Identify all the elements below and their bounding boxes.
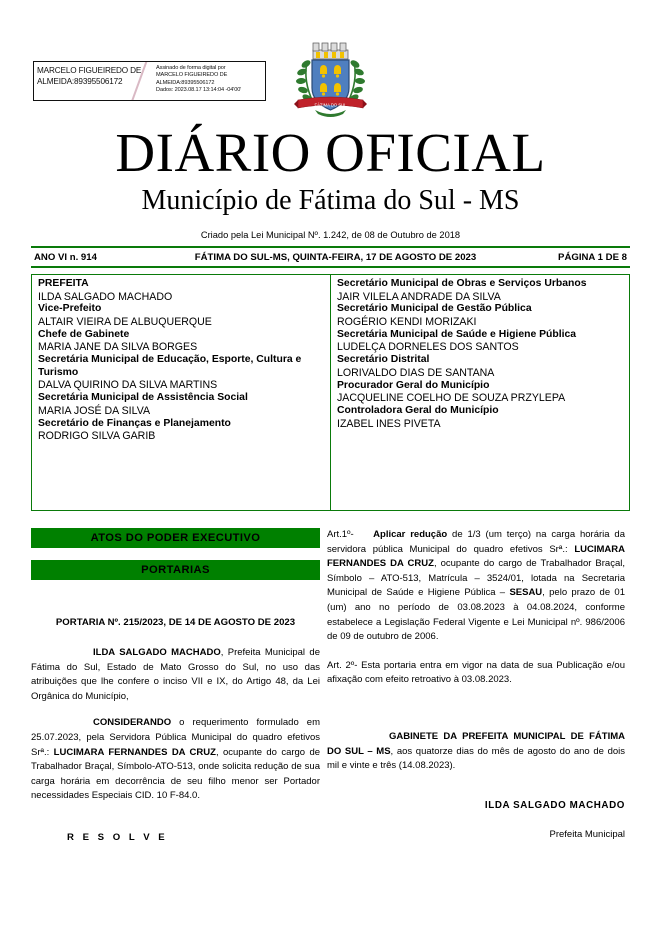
- officials-table: [31, 274, 630, 511]
- creation-law-line: Criado pela Lei Municipal Nº. 1.242, de 08 de Outubro de 2018: [200, 230, 461, 240]
- section-header-atos: ATOS DO PODER EXECUTIVO: [31, 528, 320, 548]
- official-role: Chefe de Gabinete: [38, 328, 130, 340]
- official-name: LUDELÇA DORNELES DOS SANTOS: [337, 341, 519, 354]
- body-column-right: [327, 528, 625, 840]
- officials-column-left: [32, 275, 331, 510]
- signature-detail-line-3: ALMEIDA:89395506172: [156, 79, 215, 86]
- body-column-left: [31, 528, 320, 843]
- official-role: PREFEITA: [38, 278, 89, 289]
- page-subtitle: Município de Fátima do Sul - MS: [141, 185, 520, 216]
- portaria-title: PORTARIA Nº. 215/2023, DE 14 DE AGOSTO DE 2023: [55, 617, 296, 628]
- considerando-label: CONSIDERANDO: [93, 717, 172, 729]
- page-title: DIÁRIO OFICIAL: [115, 122, 546, 183]
- signature-name-line-2: ALMEIDA:89395506172: [37, 76, 123, 86]
- official-role: Controladora Geral do Município: [337, 404, 499, 416]
- signature-name-block: [34, 62, 144, 100]
- official-role: Secretária Municipal de Saúde e Higiene Pública: [337, 328, 577, 340]
- art1-text-2: , ocupante do cargo de Trabalhador Braçal, Símbolo – ATO-513, Matrícula – 3524/01, lotada na Secretaria Municipal de Saúde e Higiene Pública –: [327, 558, 626, 599]
- official-role: Secretária Municipal de Assistência Social: [38, 392, 248, 404]
- considerando-text-2: , ocupante do cargo de Trabalhador Braçal, Símbolo-ATO-513, onde solicita redução de sua carga horária em decorrência de seu filho menor ser Portador necessidades Especiais CID. 10 F-84.0.: [31, 746, 321, 802]
- signer-name: ILDA SALGADO MACHADO: [484, 799, 625, 811]
- section-header-portarias: PORTARIAS: [31, 560, 320, 580]
- page-indicator: PÁGINA 1 DE 8: [558, 251, 627, 263]
- signature-name-line-1: MARCELO FIGUEIREDO DE: [37, 66, 142, 75]
- signature-detail-line-1: Assinado de forma digital por: [156, 65, 226, 71]
- portaria-considerando: [31, 716, 320, 804]
- issue-date-location: FÁTIMA DO SUL-MS, QUINTA-FEIRA, 17 DE AGOSTO DE 2023: [194, 251, 477, 263]
- gabinete-label: GABINETE DA PREFEITA MUNICIPAL DE FÁTIMA DO SUL – MS: [327, 730, 625, 757]
- official-name: ALTAIR VIEIRA DE ALBUQUERQUE: [38, 315, 212, 328]
- digital-signature-stamp: [33, 61, 266, 101]
- signer-role: Prefeita Municipal: [549, 828, 625, 840]
- official-name: IZABEL INES PIVETA: [337, 417, 441, 430]
- coat-of-arms-icon: [293, 36, 368, 128]
- official-name: DALVA QUIRINO DA SILVA MARTINS: [38, 379, 218, 392]
- officials-column-right: [331, 275, 629, 510]
- official-name: RODRIGO SILVA GARIB: [38, 430, 156, 443]
- resolve-label: R E S O L V E: [67, 831, 168, 843]
- art1-label: Art.1º-: [327, 529, 354, 540]
- official-role: Secretário Distrital: [337, 354, 430, 366]
- signature-detail-line-2: MARCELO FIGUEIREDO DE: [156, 72, 228, 79]
- official-name: LORIVALDO DIAS DE SANTANA: [337, 366, 495, 379]
- preamble-signer-name: ILDA SALGADO MACHADO: [93, 647, 221, 658]
- official-role: Secretário Municipal de Obras e Serviços Urbanos: [337, 278, 587, 289]
- emblem-ribbon-text: FÁTIMA DO SUL: [314, 102, 347, 108]
- considerando-text-1: o requerimento formulado em 25.07.2023, pela Servidora Pública Municipal do quadro efetivos Srª.:: [31, 717, 320, 758]
- portaria-gabinete: [327, 730, 625, 774]
- official-role: Secretário de Finanças e Planejamento: [38, 417, 231, 429]
- signature-slash-mark: [144, 62, 156, 100]
- gabinete-rest: , aos quatorze dias do mês de agosto do ano de dois mil e vinte e três (14.08.2023).: [327, 745, 625, 772]
- portaria-art1: [327, 528, 625, 645]
- art1-servidor-name: LUCIMARA FERNANDES DA CRUZ: [327, 543, 625, 570]
- official-name: JAIR VILELA ANDRADE DA SILVA: [337, 290, 501, 303]
- art1-text-3: , pelo prazo de 01 (um) ano no período de 03.08.2023 à 04.08.2024, conforme estabelece a Legislação Federal Vigente e Lei Municipal nº. 986/2006 de 09 de outubro de 2006.: [327, 587, 625, 643]
- preamble-rest: , Prefeita Municipal de Fátima do Sul, Estado de Mato Grosso do Sul, no uso das atribuições que lhe confere o inciso VII e IX, do Artigo 48, da Lei Orgânica do Município,: [31, 647, 320, 702]
- art1-action: Aplicar redução: [373, 529, 448, 540]
- official-name: ROGÉRIO KENDI MORIZAKI: [337, 315, 477, 328]
- official-role: Secretária Municipal de Educação, Esporte, Cultura e Turismo: [38, 354, 302, 378]
- issue-number: ANO VI n. 914: [34, 251, 97, 263]
- issue-info-bar: [31, 246, 630, 268]
- signature-detail-line-4: Dados: 2023.08.17 13:14:04 -04'00': [156, 87, 242, 94]
- official-name: MARIA JANE DA SILVA BORGES: [38, 341, 198, 354]
- official-name: JACQUELINE COELHO DE SOUZA PRZYLEPA: [337, 392, 566, 405]
- portaria-preamble: [31, 646, 320, 704]
- masthead: [0, 124, 661, 242]
- official-role: Procurador Geral do Município: [337, 379, 490, 391]
- art1-sesau: SESAU: [509, 587, 543, 599]
- official-name: MARIA JOSÉ DA SILVA: [38, 404, 151, 417]
- official-role: Secretário Municipal de Gestão Pública: [337, 303, 532, 315]
- portaria-art2: Art. 2º- Esta portaria entra em vigor na data de sua Publicação e/ou afixação com efeito retroativo à 03.08.2023.: [327, 659, 625, 686]
- considerando-servidor-name: LUCIMARA FERNANDES DA CRUZ: [53, 746, 216, 758]
- official-name: ILDA SALGADO MACHADO: [38, 290, 173, 303]
- art1-text-1: de 1/3 (um terço) na carga horária da servidora pública Municipal do quadro efetivos Srª.:: [327, 529, 625, 555]
- official-role: Vice-Prefeito: [38, 303, 102, 315]
- signature-detail-block: [156, 62, 265, 100]
